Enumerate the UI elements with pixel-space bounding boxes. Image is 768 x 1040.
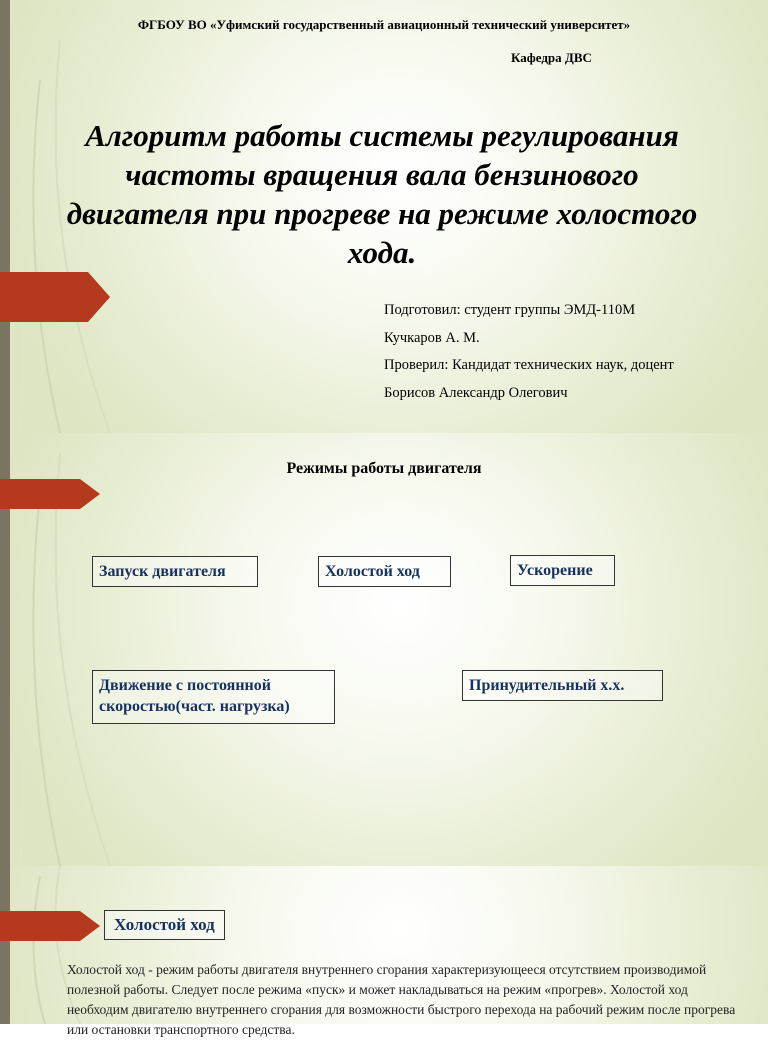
department-name: Кафедра ДВС <box>511 50 592 65</box>
accent-arrow <box>0 911 100 941</box>
accent-arrow <box>0 479 100 509</box>
idle-description: Холостой ход - режим работы двигателя внутреннего сгорания характеризующееся отсутствием производимой полезной работы. Следует после режима «пуск» и может накладываться на режим «прогрев». Холостой ход необходим двигателю внутреннего сгорания для возможности быстрого перехода на рабочий режим после прогрева или остановки транспортного средства. <box>67 962 736 1037</box>
mode-idle-box: Холостой ход <box>318 556 451 587</box>
idle-heading-box: Холостой ход <box>104 910 225 940</box>
idle-mode-slide <box>0 866 768 1037</box>
presentation-title: Алгоритм работы системы регулирования частоты вращения вала бензинового двигателя при прогреве на режиме холостого хода. <box>66 118 698 270</box>
authors-block <box>384 297 674 407</box>
mode-forced-idle-box: Принудительный х.х. <box>462 670 663 701</box>
student-name: Кучкаров А. М. <box>384 329 480 346</box>
mode-acceleration-box: Ускорение <box>510 555 615 586</box>
title-slide <box>0 0 768 433</box>
organization-name: ФГБОУ ВО «Уфимский государственный авиационный технический университет» <box>137 17 631 32</box>
supervisor-name: Борисов Александр Олегович <box>384 384 568 401</box>
decorative-curves <box>0 433 768 866</box>
mode-constant-speed-box: Движение с постоянной скоростью(част. нагрузка) <box>92 670 335 724</box>
checked-by: Проверил: Кандидат технических наук, доцент <box>384 357 674 373</box>
accent-arrow <box>0 272 110 322</box>
prepared-by: Подготовил: студент группы ЭМД-110М <box>384 302 636 318</box>
engine-modes-slide <box>0 433 768 866</box>
modes-heading: Режимы работы двигателя <box>286 460 482 477</box>
mode-start-box: Запуск двигателя <box>92 556 258 587</box>
